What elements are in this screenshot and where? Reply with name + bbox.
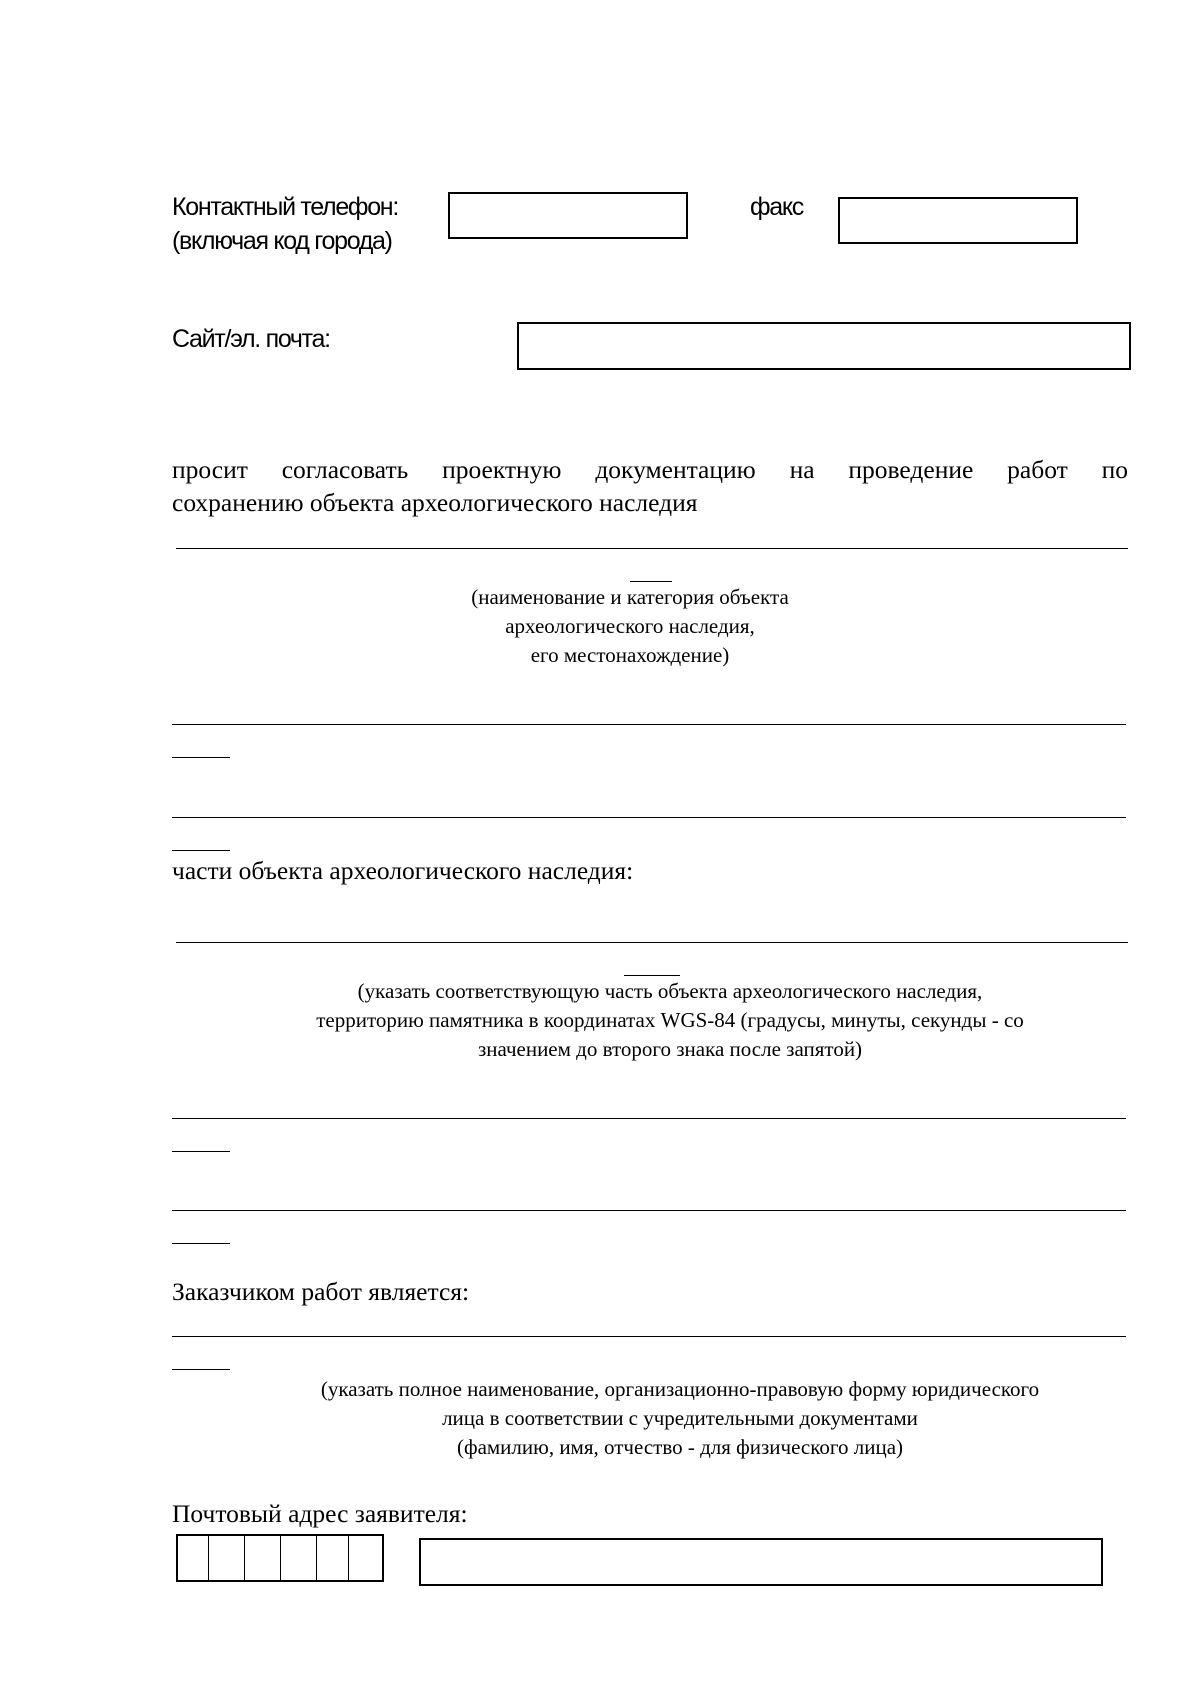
parts-caption — [230, 977, 1110, 1064]
parts-caption-line3: значением до второго знака после запятой) — [477, 1037, 863, 1061]
customer-caption-line2: лица в соответствии с учредительными документами — [442, 1406, 918, 1430]
parts-line[interactable] — [176, 942, 1128, 943]
phone-label — [172, 190, 432, 258]
customer-line-tail — [172, 1369, 230, 1370]
object-caption-line2: археологического наследия, — [505, 614, 755, 638]
blank-line-4-tail — [172, 1243, 230, 1244]
phone-input-box[interactable] — [448, 192, 688, 239]
postal-code-divider — [280, 1536, 281, 1580]
object-caption-line1: (наименование и категория объекта — [471, 585, 789, 609]
blank-line-2[interactable] — [172, 817, 1126, 818]
blank-line-3[interactable] — [172, 1118, 1126, 1119]
postal-code-divider — [316, 1536, 317, 1580]
object-name-line-tail — [630, 581, 672, 582]
customer-caption-line1: (указать полное наименование, организационно-правовую форму юридического — [320, 1377, 1040, 1401]
phone-label-line1: Контактный телефон: — [172, 193, 398, 221]
postal-code-box[interactable] — [176, 1534, 384, 1582]
blank-line-4[interactable] — [172, 1210, 1126, 1211]
blank-line-1[interactable] — [172, 724, 1126, 725]
parts-label: части объекта археологического наследия: — [172, 856, 634, 885]
site-email-input-box[interactable] — [517, 322, 1131, 370]
object-caption — [400, 583, 860, 670]
blank-line-3-tail — [172, 1151, 230, 1152]
customer-label: Заказчиком работ является: — [172, 1277, 470, 1306]
request-line1: просит согласовать проектную документацию на проведение работ по — [172, 455, 1128, 484]
request-paragraph — [172, 453, 1128, 519]
request-line2: сохранению объекта археологического наследия — [172, 488, 698, 517]
postal-code-divider — [348, 1536, 349, 1580]
fax-label: факс — [750, 193, 803, 221]
customer-caption-line3: (фамилию, имя, отчество - для физического лица) — [456, 1435, 904, 1459]
object-caption-line3: его местонахождение) — [530, 643, 730, 667]
postal-address-box[interactable] — [419, 1538, 1103, 1586]
fax-input-box[interactable] — [838, 197, 1078, 244]
parts-caption-line2: территорию памятника в координатах WGS-84 (градусы, минуты, секунды - со — [316, 1008, 1024, 1032]
site-email-label: Сайт/эл. почта: — [172, 325, 330, 353]
postal-code-divider — [208, 1536, 209, 1580]
phone-label-line2: (включая код города) — [172, 227, 392, 255]
parts-line-tail — [624, 975, 680, 976]
blank-line-2-tail — [172, 850, 230, 851]
parts-caption-line1: (указать соответствующую часть объекта археологического наследия, — [357, 979, 983, 1003]
customer-line[interactable] — [172, 1336, 1126, 1337]
address-label: Почтовый адрес заявителя: — [172, 1499, 468, 1528]
postal-code-divider — [244, 1536, 245, 1580]
customer-caption — [240, 1375, 1120, 1462]
blank-line-1-tail — [172, 757, 230, 758]
object-name-line[interactable] — [176, 548, 1128, 549]
